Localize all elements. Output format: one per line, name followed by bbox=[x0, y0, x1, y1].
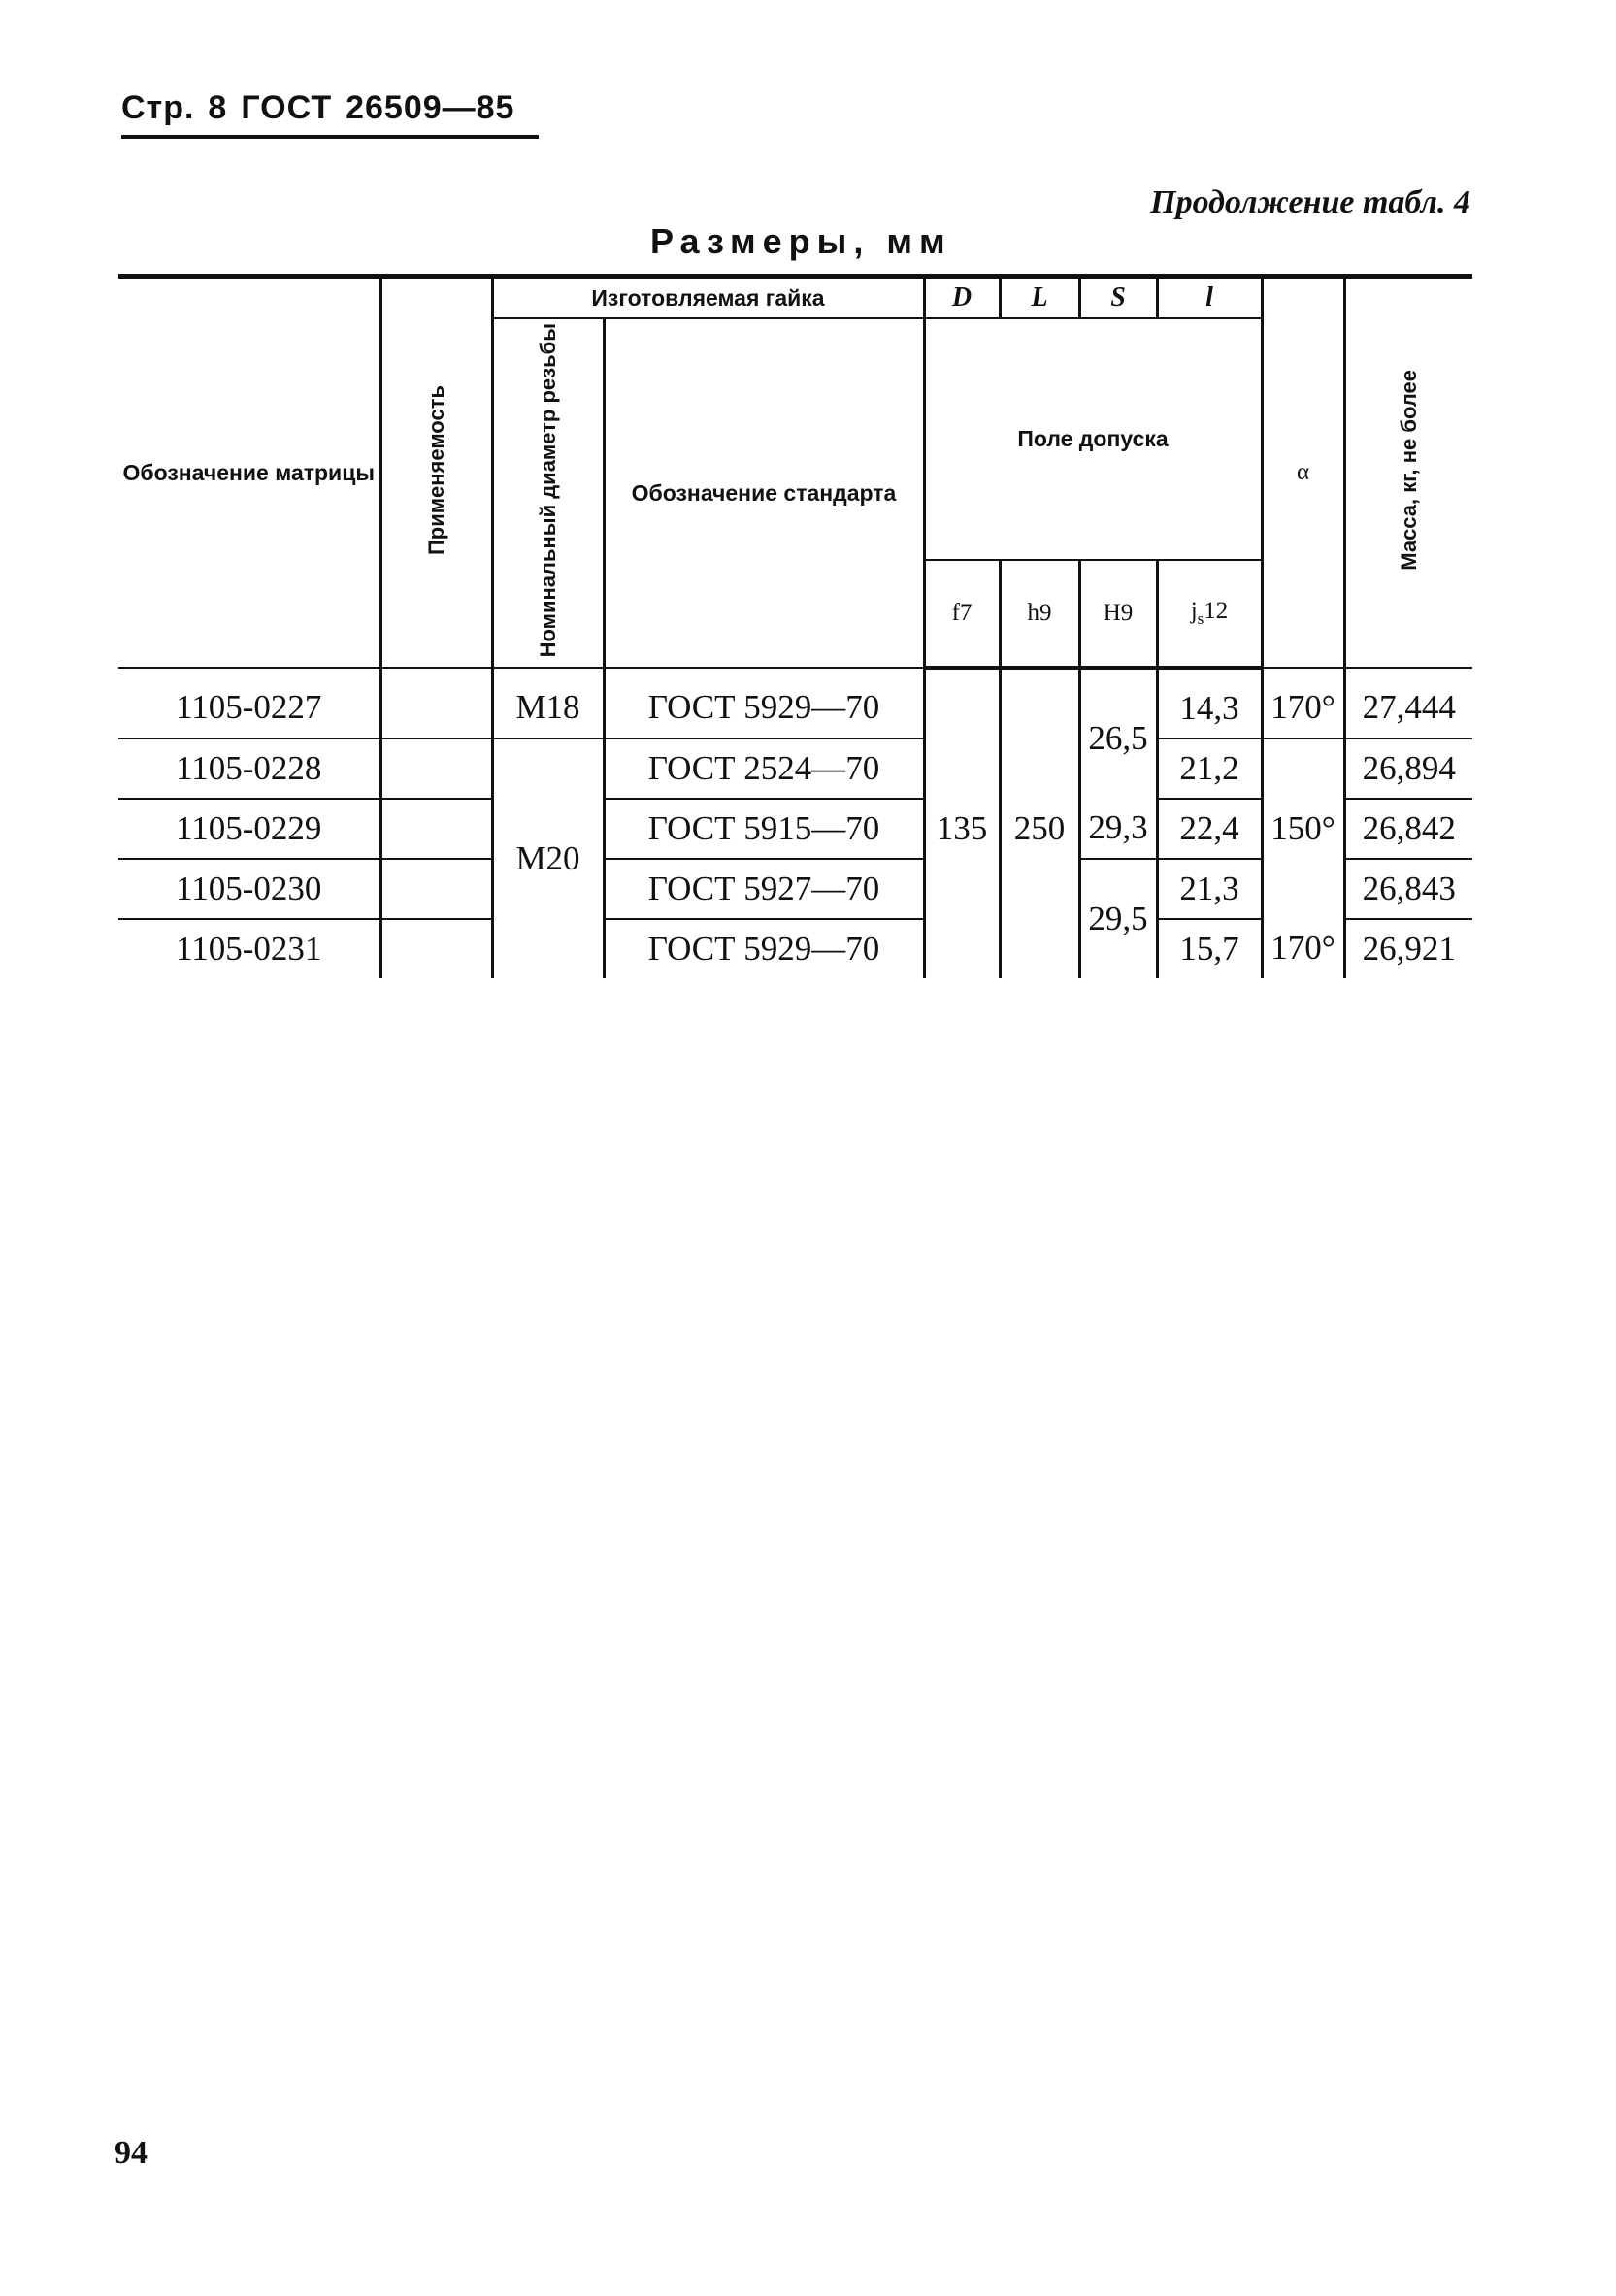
cell-l: 14,3 bbox=[1157, 668, 1262, 738]
cell-applicability bbox=[380, 799, 492, 859]
cell-standard: ГОСТ 5929—70 bbox=[604, 668, 924, 738]
table-row bbox=[118, 919, 1472, 978]
cell-mass: 27,444 bbox=[1344, 668, 1472, 738]
cell-applicability bbox=[380, 919, 492, 978]
cell-matrix: 1105-0228 bbox=[118, 738, 380, 799]
cell-D: 135 bbox=[924, 668, 1000, 978]
table-title: Размеры, мм bbox=[650, 221, 952, 261]
cell-applicability bbox=[380, 738, 492, 799]
col-alpha: α bbox=[1262, 277, 1344, 668]
cell-nominal: M18 bbox=[492, 668, 604, 738]
cell-S: 26,5 bbox=[1079, 668, 1157, 799]
col-matrix: Обозначение матрицы bbox=[118, 277, 380, 668]
cell-alpha: 150° bbox=[1262, 738, 1344, 919]
col-nominal: Номинальный диаметр резьбы bbox=[492, 318, 604, 668]
cell-mass: 26,842 bbox=[1344, 799, 1472, 859]
cell-matrix: 1105-0230 bbox=[118, 859, 380, 919]
cell-l: 21,3 bbox=[1157, 859, 1262, 919]
cell-matrix: 1105-0227 bbox=[118, 668, 380, 738]
cell-S: 29,5 bbox=[1079, 859, 1157, 978]
cell-mass: 26,894 bbox=[1344, 738, 1472, 799]
page-no: 8 bbox=[208, 89, 228, 126]
page-prefix: Стр. bbox=[121, 89, 195, 126]
col-nut-group: Изготовляемая гайка bbox=[492, 277, 924, 319]
cell-matrix: 1105-0229 bbox=[118, 799, 380, 859]
cell-mass: 26,921 bbox=[1344, 919, 1472, 978]
col-tolerance: Поле допуска bbox=[924, 318, 1262, 560]
col-L: L bbox=[1000, 277, 1079, 319]
col-D-tol: f7 bbox=[924, 560, 1000, 668]
cell-alpha: 170° bbox=[1262, 668, 1344, 738]
cell-mass: 26,843 bbox=[1344, 859, 1472, 919]
col-mass: Масса, кг, не более bbox=[1344, 277, 1472, 668]
col-S-tol: H9 bbox=[1079, 560, 1157, 668]
page-header bbox=[121, 89, 539, 139]
cell-standard: ГОСТ 5927—70 bbox=[604, 859, 924, 919]
cell-applicability bbox=[380, 668, 492, 738]
page-number: 94 bbox=[115, 2135, 148, 2171]
cell-l: 15,7 bbox=[1157, 919, 1262, 978]
table-row bbox=[118, 668, 1472, 738]
table-continuation-label: Продолжение табл. 4 bbox=[1150, 184, 1470, 220]
cell-S: 29,3 bbox=[1079, 799, 1157, 859]
col-l-tol: $j_s12$ bbox=[1157, 560, 1262, 668]
dimensions-table bbox=[118, 274, 1472, 978]
standard-label: ГОСТ bbox=[241, 89, 333, 126]
cell-standard: ГОСТ 5915—70 bbox=[604, 799, 924, 859]
cell-L: 250 bbox=[1000, 668, 1079, 978]
standard-no: 26509—85 bbox=[346, 89, 515, 126]
col-L-tol: h9 bbox=[1000, 560, 1079, 668]
cell-standard: ГОСТ 2524—70 bbox=[604, 738, 924, 799]
cell-matrix: 1105-0231 bbox=[176, 929, 322, 968]
cell-l: 21,2 bbox=[1157, 738, 1262, 799]
cell-alpha: 170° bbox=[1262, 919, 1344, 978]
col-S: S bbox=[1079, 277, 1157, 319]
table-row bbox=[118, 738, 1472, 799]
cell-applicability bbox=[380, 859, 492, 919]
col-applicability: Применяемость bbox=[380, 277, 492, 668]
col-standard: Обозначение стандарта bbox=[604, 318, 924, 668]
col-l: l bbox=[1157, 277, 1262, 319]
cell-l: 22,4 bbox=[1157, 799, 1262, 859]
cell-standard: ГОСТ 5929—70 bbox=[604, 919, 924, 978]
cell-nominal: M20 bbox=[492, 738, 604, 978]
col-D: D bbox=[924, 277, 1000, 319]
